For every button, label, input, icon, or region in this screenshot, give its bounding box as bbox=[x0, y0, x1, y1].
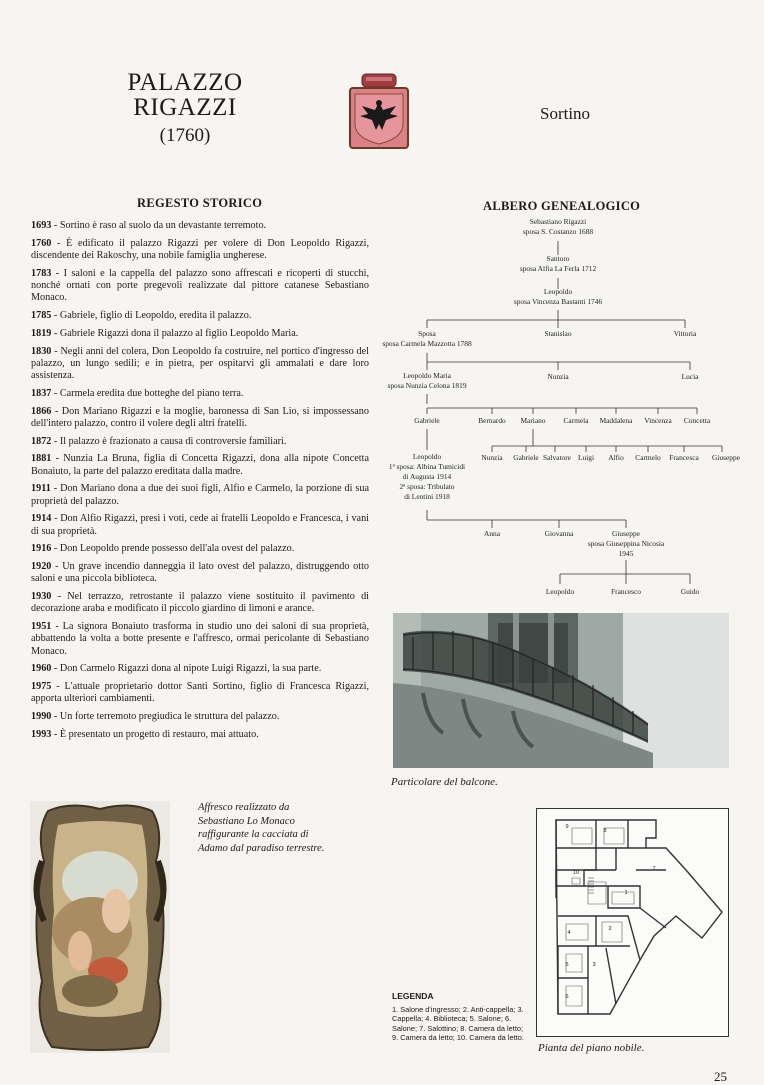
tree-g9-child: Leopoldo bbox=[545, 587, 575, 596]
tree-g6-child: Mariano bbox=[520, 416, 546, 425]
fresco-caption: Affresco realizzato da Sebastiano Lo Monaco raffigurante la cacciata di Adamo dal paradiso terrestre. bbox=[198, 802, 325, 854]
regesto-entry-text: - Negli anni del colera, Don Leopoldo fa costruire, nel portico d'ingresso del palazzo, un lungo sedili; e in pietra, per ospitarvi gli ammalati e dare loro assistenza. bbox=[31, 345, 369, 381]
tree-g9-child: Guido bbox=[680, 587, 700, 596]
regesto-entry bbox=[31, 621, 369, 658]
regesto-entry-text: - Il palazzo è frazionato a causa di controversie familiari. bbox=[51, 435, 287, 447]
regesto-entry-text: - Don Alfio Rigazzi, presi i voti, cede ai fratelli Leopoldo e Francesca, i vani di sua proprietà. bbox=[31, 513, 369, 537]
tree-g3-name: Leopoldo bbox=[543, 287, 573, 296]
town-name: Sortino bbox=[540, 104, 591, 123]
balcony-photo bbox=[393, 613, 729, 768]
tree-g7-child: Gabriele bbox=[513, 453, 539, 462]
tree-g8-giuseppe: Giuseppe bbox=[612, 529, 640, 538]
title-line-1: PALAZZO bbox=[127, 69, 243, 96]
regesto-entry bbox=[31, 268, 369, 305]
tree-g5-nunzia: Nunzia bbox=[547, 372, 569, 381]
tree-g7-child: Giuseppe bbox=[712, 453, 740, 462]
regesto-entry-year: 1881 bbox=[31, 453, 52, 465]
regesto-entry bbox=[31, 310, 369, 322]
regesto-entry-year: 1990 bbox=[31, 711, 52, 723]
tree-g7-leopoldo-spouse2-origin: di Lentini 1918 bbox=[404, 492, 450, 501]
regesto-entry-year: 1920 bbox=[31, 561, 52, 573]
plan-room-number: 7 bbox=[652, 866, 656, 872]
tree-g7-child: Nunzia bbox=[481, 453, 503, 462]
regesto-entry bbox=[31, 591, 369, 615]
regesto-entry bbox=[31, 328, 369, 340]
plan-room-number: 2 bbox=[608, 926, 612, 932]
tree-g2-name: Santoro bbox=[546, 254, 570, 263]
legend-title: LEGENDA bbox=[392, 991, 434, 1001]
regesto-entry-year: 1693 bbox=[31, 220, 52, 231]
tree-g7-leopoldo-spouse2: 2ª sposa: Tribulato bbox=[399, 482, 455, 491]
regesto-entry bbox=[31, 543, 369, 555]
tree-g8-anna: Anna bbox=[483, 529, 501, 538]
regesto-entry-text: - Un forte terremoto pregiudica le struttura del palazzo. bbox=[51, 711, 280, 723]
tree-g4-sposa: Sposa bbox=[418, 329, 436, 338]
regesto-entry-year: 1819 bbox=[31, 327, 52, 339]
plan-room-number: 1 bbox=[624, 890, 628, 896]
regesto-entry bbox=[31, 220, 369, 232]
regesto-entry-text: - I saloni e la cappella del palazzo sono affrescati e ricoperti di stucchi, nonché ornati con porte pregevoli realizzate dal pittore catanese Sebastiano Monaco. bbox=[31, 267, 369, 304]
tree-g6-child: Carmela bbox=[563, 416, 589, 425]
plan-room-number: 10 bbox=[572, 870, 580, 876]
tree-g7-child: Salvatore bbox=[543, 453, 571, 462]
tree-g4-stanislao: Stanislao bbox=[544, 329, 572, 338]
regesto-entry bbox=[31, 711, 369, 723]
tree-g4-vittoria: Vittoria bbox=[673, 329, 697, 338]
title-year: (1760) bbox=[159, 125, 211, 146]
regesto-entry bbox=[31, 663, 369, 675]
tree-g7-child: Luigi bbox=[577, 453, 595, 462]
tree-g7-leopoldo-spouse1-origin: di Augusta 1914 bbox=[402, 472, 452, 481]
regesto-entry-text: - Un grave incendio danneggia il lato ovest del palazzo, distruggendo otto saloni e una piccola biblioteca. bbox=[31, 561, 369, 585]
fresco-photo bbox=[30, 801, 170, 1053]
plan-room-number: 5 bbox=[565, 962, 569, 968]
regesto-entry-text: - Sortino è raso al suolo da un devastante terremoto. bbox=[51, 220, 267, 231]
regesto-entry-year: 1960 bbox=[31, 663, 52, 675]
title-line-2: RIGAZZI bbox=[133, 94, 237, 121]
regesto-entry-text: - L'attuale proprietario dottor Santi Sortino, figlio di Francesca Rigazzi, apporta ulteriori cambiamenti. bbox=[31, 681, 369, 705]
page-number: 25 bbox=[714, 1069, 727, 1084]
tree-g4-sposa-spouse: sposa Carmela Mazzotta 1788 bbox=[382, 339, 472, 348]
tree-g6-child: Maddalena bbox=[599, 416, 633, 425]
plan-room-number: 6 bbox=[565, 994, 569, 1000]
tree-g1-name: Sebastiano Rigazzi bbox=[529, 217, 587, 226]
plan-room-number: 8 bbox=[603, 828, 607, 834]
tree-g8-giuseppe-year: 1945 bbox=[618, 549, 634, 558]
regesto-entry bbox=[31, 729, 369, 741]
tree-g7-child: Francesca bbox=[669, 453, 699, 462]
tree-g7-leopoldo-spouse1: 1ª sposa: Albina Tumicidi bbox=[388, 462, 466, 471]
plan-room-number: 3 bbox=[592, 962, 596, 968]
tree-g6-child: Gabriele bbox=[414, 416, 440, 425]
legend-text: 1. Salone d'ingresso; 2. Anti-cappella; 3. Cappella; 4. Biblioteca; 5. Salone; 6. Salone; 7. Salottino; 8. Camera da letto; 9. Camera da letto; 10. Camera da letto. bbox=[392, 1005, 524, 1043]
regesto-entry bbox=[31, 436, 369, 448]
regesto-entry-text: - Nel terrazzo, retrostante il palazzo viene sostituito il pavimento di decorazione araba e modificato il piccolo giardino di limoni e arance. bbox=[31, 591, 369, 615]
tree-g6-child: Bernardo bbox=[478, 416, 506, 425]
regesto-list bbox=[31, 220, 369, 747]
regesto-entry-text: - Don Mariano dona a due dei suoi figli, Alfio e Carmelo, la porzione di sua proprietà del palazzo. bbox=[31, 483, 369, 507]
regesto-entry-text: - Don Mariano Rigazzi e la moglie, baronessa di San Lio, si impossessano dell'intero palazzo, contro il volere degli altri fratelli. bbox=[31, 405, 369, 429]
regesto-entry bbox=[31, 238, 369, 262]
regesto-entry-year: 1785 bbox=[31, 310, 52, 321]
tree-connectors bbox=[427, 241, 722, 584]
regesto-entry-text: - Don Carmelo Rigazzi dona al nipote Luigi Rigazzi, la sua parte. bbox=[51, 663, 322, 675]
regesto-entry bbox=[31, 453, 369, 477]
regesto-entry bbox=[31, 406, 369, 430]
regesto-entry-text: - È edificato il palazzo Rigazzi per volere di Don Leopoldo Rigazzi, discendente dei Rakoschy, una nobile famiglia ungherese. bbox=[31, 237, 369, 261]
tree-g5-lucia: Lucia bbox=[681, 372, 699, 381]
page-title bbox=[100, 70, 270, 148]
regesto-entry bbox=[31, 346, 369, 383]
regesto-entry-year: 1830 bbox=[31, 345, 52, 357]
tree-g9-child: Francesco bbox=[611, 587, 641, 596]
regesto-entry-year: 1760 bbox=[31, 237, 52, 249]
tree-g2-spouse: sposa Alfia La Ferla 1712 bbox=[519, 264, 597, 273]
tree-g7-leopoldo: Leopoldo bbox=[412, 452, 442, 461]
tree-g8-giovanna: Giovanna bbox=[544, 529, 574, 538]
regesto-entry bbox=[31, 483, 369, 507]
regesto-heading: REGESTO STORICO bbox=[137, 196, 263, 210]
tree-g7-child: Carmelo bbox=[635, 453, 661, 462]
family-tree bbox=[380, 210, 760, 605]
regesto-entry-year: 1914 bbox=[31, 513, 52, 525]
tree-g3-spouse: sposa Vincenza Bastanti 1746 bbox=[513, 297, 603, 306]
tree-g8-giuseppe-spouse: sposa Giuseppina Nicosia bbox=[587, 539, 665, 548]
regesto-entry-year: 1951 bbox=[31, 621, 52, 633]
plan-caption: Pianta del piano nobile. bbox=[538, 1042, 645, 1054]
tree-g5-leopoldo-maria: Leopoldo Maria bbox=[403, 371, 451, 380]
regesto-entry bbox=[31, 681, 369, 705]
tree-g6-child: Concetta bbox=[683, 416, 711, 425]
tree-g6-child: Vincenza bbox=[644, 416, 672, 425]
regesto-entry-year: 1783 bbox=[31, 267, 52, 279]
plan-room-number: 9 bbox=[565, 824, 569, 830]
regesto-entry bbox=[31, 513, 369, 537]
regesto-entry-text: - Gabriele, figlio di Leopoldo, eredita il palazzo. bbox=[51, 310, 252, 321]
plan-legend bbox=[392, 991, 525, 1043]
regesto-entry-text: - Gabriele Rigazzi dona il palazzo al figlio Leopoldo Maria. bbox=[51, 327, 299, 339]
regesto-entry-text: - Carmela eredita due botteghe del piano terra. bbox=[51, 387, 244, 399]
regesto-entry bbox=[31, 388, 369, 400]
regesto-entry-text: - Don Leopoldo prende possesso dell'ala ovest del palazzo. bbox=[51, 543, 295, 555]
albero-heading: ALBERO GENEALOGICO bbox=[483, 199, 641, 213]
regesto-entry-year: 1911 bbox=[31, 483, 51, 495]
regesto-entry-year: 1916 bbox=[31, 543, 52, 555]
regesto-entry bbox=[31, 561, 369, 585]
plan-room-number: 4 bbox=[567, 930, 571, 936]
regesto-entry-text: - La signora Bonaiuto trasforma in studio uno dei saloni di sua proprietà, abbattendo la volta a botte presente e l'affresco, ormai pericolante di Sebastiano Monaco. bbox=[31, 621, 369, 657]
tree-g5-leopoldo-maria-spouse: sposa Nunzia Celona 1819 bbox=[387, 381, 467, 390]
heraldic-eagle-crest-icon bbox=[348, 72, 410, 150]
regesto-entry-year: 1837 bbox=[31, 387, 52, 399]
regesto-entry-year: 1993 bbox=[31, 728, 52, 740]
balcony-caption: Particolare del balcone. bbox=[391, 776, 498, 788]
regesto-entry-text: - Nunzia La Bruna, figlia di Concetta Rigazzi, dona alla nipote Concetta Bonaiuto, la parte del palazzo ereditata dalla madre. bbox=[31, 453, 369, 477]
regesto-entry-year: 1930 bbox=[31, 591, 52, 603]
tree-g7-child: Alfio bbox=[608, 453, 624, 462]
floor-plan bbox=[536, 808, 729, 1037]
regesto-entry-year: 1872 bbox=[31, 435, 52, 447]
tree-g1-spouse: sposa S. Costanzo 1688 bbox=[522, 227, 594, 236]
regesto-entry-text: - È presentato un progetto di restauro, mai attuato. bbox=[51, 728, 259, 740]
regesto-entry-year: 1975 bbox=[31, 681, 52, 693]
regesto-entry-year: 1866 bbox=[31, 405, 52, 417]
